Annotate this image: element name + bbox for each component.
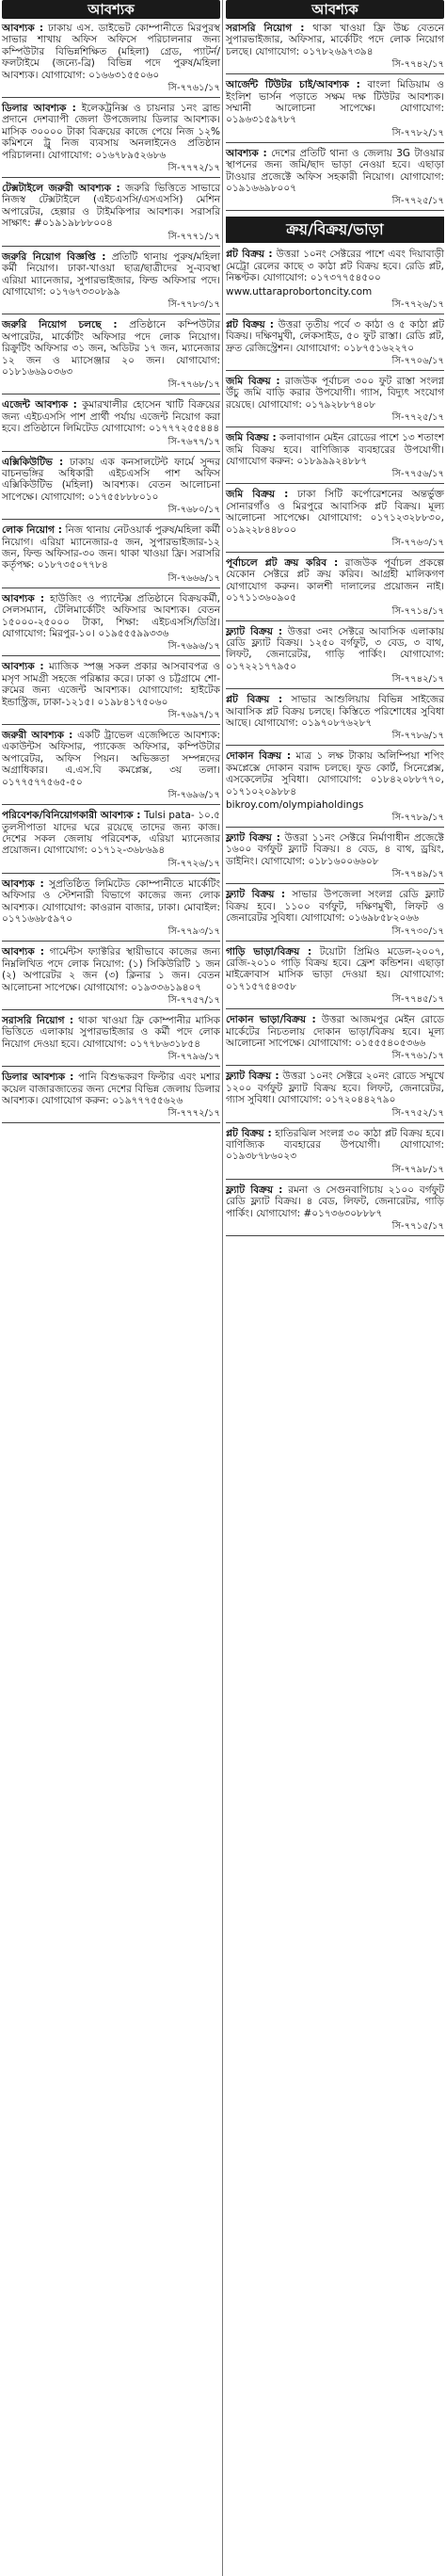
ad-body: রমনা ও সেগুনবাগিচায় ২১০০ বর্গফুট রেডি ফ্ল্যাট বিক্রয়। ৪ বেড, লিফট, জেনারেটর, গাড়ি পার্কিং। যোগাযোগ: #০১৭৩৬৩০৮৮৮৭: [226, 1183, 444, 1219]
classified-ad: [226, 1184, 444, 1236]
ad-body: ম্যাজিক স্পঞ্জ সকল প্রকার আসবাবপত্র ও মসৃণ সামগ্রী সহজে পরিষ্কার করে। ঢাকা ও চট্টগ্রামে শো-রুমের জন্য এজেন্ট আবশ্যক। যোগাযোগ: হাইটেক ইন্ডাস্ট্রিজ, ঢাকা-১২১৫। ০১৯৮৪১৭৫০৬০: [2, 661, 220, 708]
classified-ad: [2, 319, 220, 394]
ad-separator: [226, 1122, 444, 1123]
ad-title: আর্জেন্ট টিউটর চাই/আবশ্যক :: [226, 79, 360, 91]
ad-reference: সি-৭৭৫২/১৭: [391, 1107, 444, 1119]
sale-ads-list: [226, 249, 444, 1236]
right-section-header: আবশ্যক: [226, 0, 444, 19]
ad-separator: [2, 1009, 220, 1010]
ad-body: বাংলা মিডিয়াম ও ইংলিশ ভার্সন পড়াতে সক্ষম দক্ষ টিউটর আবশ্যক। সম্মানী আলোচনা সাপেক্ষে। যোগাযোগ: ০১৯৬৩১৫৯৭৮৭: [226, 79, 444, 126]
ad-body: উত্তরা ১১নং সেক্টরে নির্মাণাধীন প্রজেক্টে ১৬০০ বর্গফুট ফ্ল্যাট বিক্রয়। ৪ বেড, ৪ বাথ, ড্রয়িং, ডাইনিং। যোগাযোগ: ০১৮১৬০০৬৬০৮: [226, 832, 444, 867]
ad-body: টয়োটা প্রিমিও মডেল-২০০৭, রেজি-২০১০ গাড়ি বিক্রয় হবে। ফ্রেশ কন্ডিশন। এছাড়া মাইক্রোবাস মাসিক ভাড়া দেওয়া হয়। যোগাযোগ: ০১৭১৫৭৫৪৩৫৮: [226, 945, 444, 992]
classified-ad: [226, 889, 444, 941]
ad-text: [226, 1184, 444, 1219]
ad-reference: সি-৭৭৪২/১৭: [391, 674, 444, 685]
classified-ad: [226, 432, 444, 484]
classified-ad: [2, 399, 220, 451]
ad-text: [226, 694, 444, 729]
classified-ad: [2, 23, 220, 98]
ad-reference: সি-৭৭৯৩/১৭: [167, 926, 220, 938]
ad-separator: [2, 1066, 220, 1067]
ad-title: ফ্ল্যাট বিক্রয় :: [226, 1183, 283, 1196]
ad-separator: [226, 827, 444, 828]
classified-ad: [226, 750, 444, 828]
classified-ad: [226, 694, 444, 746]
ad-separator: [226, 941, 444, 942]
ad-text: [2, 946, 220, 993]
ad-title: আবশ্যক :: [2, 877, 44, 890]
ad-title: প্লট বিক্রয় :: [226, 1127, 272, 1139]
ad-separator: [2, 873, 220, 874]
ad-separator: [226, 883, 444, 884]
ad-text: [226, 946, 444, 993]
ad-title: ফ্ল্যাট বিক্রয় :: [226, 625, 283, 637]
classified-ad: [226, 1071, 444, 1122]
ad-reference: সি-৭৬৬৬/১৭: [167, 572, 220, 584]
ad-title: জরুরি নিয়োগ চলছে :: [2, 319, 118, 331]
ad-body: মাত্র ১ লক্ষ টাকায় অলিম্পিয়া শপিং কমপ্লেক্সে দোকান বরাদ্দ চলছে। ফুড কোর্ট, সিনেপ্লেক্স, এসকেলেটর সুবিধা। যোগাযোগ: ০১৮৪২০৮৮৭৭০, ০১৭১০২০৯৮৮৪: [226, 750, 444, 797]
ad-text: [226, 557, 444, 604]
classified-ad: [226, 376, 444, 427]
ad-separator: [226, 1065, 444, 1066]
ad-reference: সি-৭৭৭২/১৭: [167, 1108, 220, 1119]
ad-body: হাতিরঝিল সংলগ্ন ৩০ কাঠা প্লট বিক্রয় হবে। বাণিজ্যিক ব্যবহারের উপযোগী। যোগাযোগ: ০১৯৩৮৭৮৬০২৩: [226, 1127, 444, 1163]
ad-body: দেশের প্রতিটি থানা ও জেলায় 3G টাওয়ার স্থাপনের জন্য জমি/ছাদ ভাড়া নেওয়া হবে। এছাড়া টাওয়ার প্রজেক্টে অফিস সহকারী নিয়োগ। যোগাযোগ: ০১৯১৬৬৯৮০০৭: [226, 147, 444, 195]
ad-title: লোক নিয়োগ :: [2, 524, 62, 537]
classified-ad: [2, 593, 220, 657]
ad-separator: [2, 804, 220, 805]
ad-separator: [2, 246, 220, 247]
classified-ad: [226, 249, 444, 314]
classified-ad: [2, 251, 220, 315]
ad-title: জরুরি নিয়োগ বিজ্ঞপ্তি :: [2, 250, 106, 263]
classified-ad: [2, 524, 220, 588]
ad-title: প্লট বিক্রয় :: [226, 694, 283, 706]
ad-body: রাজউক পূর্বাচল ৩০০ ফুট রাস্তা সংলগ্ন উঁচু জমি বাড়ি করার উপযোগী। গ্যাস, বিদ্যুৎ সংযোগ রয়েছে। যোগাযোগ: ০১৭৯২৮৮৭৪০৮: [226, 375, 444, 411]
ad-text: [226, 1128, 444, 1163]
ad-reference: সি-৭৭৮৬/১৭: [391, 731, 444, 742]
ad-body: পানি বিশুদ্ধকরণ ফিল্টার এবং মশার কয়েল বাজারজাতের জন্য দেশের বিভিন্ন জেলায় ডিলার আবশ্যক। যোগাযোগ করুন: ০১৯৭৭৭৫৫৬২৬: [2, 1071, 221, 1106]
ad-text: [2, 251, 220, 298]
ad-body: উত্তরা আজমপুর মেইন রোডে মার্কেটের নিচতলায় দোকান ভাড়া/বিক্রয় হবে। মূল্য আলোচনা সাপেক্ষে। যোগাযোগ: ০১৫৫৫৪০৫৩৬৬: [226, 1014, 445, 1049]
ad-reference: সি-৭৭৮৯/১৭: [391, 813, 444, 824]
ad-body: Tulsi pata- ১০.৫ তুলসীপাতা যাদের ঘরে রয়েছে তাদের জন্য কাজ। দেশের সকল জেলায় পরিবেশক, এরিয়া ম্যানেজার প্রয়োজন। যোগাযোগ: ০১৭১২-৩৬৮৬৯৪: [2, 810, 220, 857]
ad-body: প্রতিটি থানায় পুরুষ/মহিলা কর্মী নিয়োগ। ঢাকা-খাওয়া ছাত্র/ছাত্রীদের সু-ব্যবস্থা এরিয়া ম্যানেজার, সুপারভাইজার, ফিল্ড অফিসার পদে। যোগাযোগ: ০১৭৬৭৩৩০৮৯৯: [2, 250, 220, 298]
ad-reference: সি-৭৭০৬/১৭: [391, 355, 444, 366]
ad-separator: [2, 451, 220, 452]
ad-title: ফ্ল্যাট বিক্রয় :: [226, 1071, 279, 1083]
classified-ad: [226, 832, 444, 884]
ad-title: আবশ্যক :: [2, 23, 44, 34]
ad-reference: সি-৭৬৯৭/১৭: [167, 710, 220, 721]
classified-ad: [226, 1014, 444, 1066]
ad-title: এক্সিকিউটিভ :: [2, 456, 64, 468]
ad-body: উত্তরা ১০নং সেক্টরে ২০নং রোডে সম্মুখে ১২০০ বর্গফুট ফ্ল্যাট বিক্রয় হবে। লিফট, জেনারেটর, গ্যাস সুবিধা। যোগাযোগ: ০১৭২০৪৪২৭৯০: [226, 1071, 444, 1106]
ad-body: কলাবাগান মেইন রোডের পাশে ১৩ শতাংশ জমি বিক্রয় হবে। বাণিজ্যিক ব্যবহারের উপযোগী। যোগাযোগ করুন: ০১৮৯৯৯২৪৮৮৭: [226, 432, 444, 467]
ad-reference: সি-৭৭২৬/১৭: [391, 298, 444, 310]
ad-reference: সি-৭৭৯৮/১৭: [391, 1164, 444, 1175]
ad-reference: সি-৭৭২৬/১৭: [167, 858, 220, 869]
ad-title: টেক্সটাইলে জরুরী আবশ্যক :: [2, 183, 120, 195]
ad-title: ডিলার আবশ্যক :: [2, 103, 76, 115]
ad-text: [226, 832, 444, 867]
ad-title: ফ্ল্যাট বিক্রয় :: [226, 889, 286, 901]
ad-title: পরিবেশক/বিনিয়োগকারী আবশ্যক :: [2, 810, 141, 822]
ad-title: সরাসরি নিয়োগ :: [226, 23, 305, 34]
ad-separator: [226, 620, 444, 621]
ad-separator: [226, 142, 444, 143]
classified-ad: [226, 557, 444, 621]
classified-ad: [226, 319, 444, 371]
ad-title: প্লট বিক্রয় :: [226, 249, 273, 261]
right-ads-list: [226, 23, 444, 211]
ad-separator: [226, 552, 444, 553]
ad-title: দোকান ভাড়া/বিক্রয় :: [226, 1014, 316, 1026]
ad-reference: সি-৭৭৯৬/১৭: [167, 1052, 220, 1063]
ad-body: হাউজিং ও প্যান্টেক্স প্রতিষ্ঠানে বিক্রয়কর্মী, সেলসম্যান, টেলিমার্কেটিং অফিসার আবশ্যক। বেতন ১৫০০০-২৫০০০ টাকা, শিক্ষা: এইচএসসি/ডিগ্রি। যোগাযোগ: মিরপুর-১০। ০১৯৫৫৫৯৯৩৩৬: [2, 592, 220, 640]
ad-body: গার্মেন্টস ফ্যাক্টরির স্থায়ীভাবে কাজের জন্য নিম্নলিখিত পদে লোক নিয়োগ: (১) সিকিউরিটি ১ জন (২) অপারেটর ২ জন (৩) ক্লিনার ১ জন। বেতন আলোচনা সাপেক্ষে। যোগাযোগ: ০১৯৩৩৬১৯৪০৭: [2, 946, 220, 993]
ad-separator: [226, 73, 444, 74]
ad-title: জরুরী আবশ্যক :: [2, 730, 73, 742]
classified-ad: [226, 148, 444, 212]
ad-title: এজেন্ট আবশ্যক :: [2, 399, 77, 411]
ad-reference: সি-৭৭৮৩/১৭: [167, 299, 220, 311]
ad-text: [226, 319, 444, 354]
ad-text: [2, 878, 220, 926]
classified-ad: [2, 103, 220, 178]
ad-text: [226, 489, 444, 536]
ad-separator: [2, 724, 220, 725]
ad-text: [226, 23, 444, 57]
ad-reference: সি-৭৬৯৬/১৭: [167, 790, 220, 801]
classified-ad: [226, 489, 444, 553]
ad-reference: সি-৭৬৭৭/১৭: [167, 436, 220, 447]
classified-ad: [226, 626, 444, 690]
ad-url: bikroy.com/olympiaholdings: [226, 799, 364, 812]
ad-separator: [226, 745, 444, 746]
ad-text: [2, 457, 220, 504]
ad-title: আবশ্যক :: [226, 147, 267, 159]
ad-body: নিজ থানায় নেটওয়ার্ক পুরুষ/মহিলা কর্মী নিয়োগ। এরিয়া ম্যানেজার-৫ জন, সুপারভাইজার-১২ জন, ফিল্ড অফিসার-৩০ জন। থাকা খাওয়া ফ্রি। সরাসরি কর্তৃপক্ষ: ০১৮৭৩৫০৭৭৮৪: [2, 524, 220, 572]
left-section-header: আবশ্যক: [2, 0, 220, 19]
ad-text: [2, 1071, 220, 1106]
classified-ad: [226, 23, 444, 74]
ad-reference: সি-৭৭৫৬/১৭: [391, 469, 444, 480]
ad-reference: সি-৭৭১৫/১৭: [391, 1221, 444, 1232]
ad-separator: [2, 97, 220, 98]
ad-separator: [2, 655, 220, 656]
ad-separator: [226, 1008, 444, 1009]
ad-reference: সি-৭৭২৫/১৭: [391, 412, 444, 424]
ad-title: জমি বিক্রয় :: [226, 489, 289, 501]
classified-ad: [2, 946, 220, 1010]
ad-separator: [226, 210, 444, 211]
ad-text: [2, 730, 220, 788]
ad-separator: [226, 688, 444, 689]
ad-separator: [2, 1122, 220, 1123]
ad-text: [226, 432, 444, 467]
ad-title: গাড়ি ভাড়া/বিক্রয় :: [226, 945, 312, 958]
ad-title: জমি বিক্রয় :: [226, 375, 280, 387]
ad-title: ডিলার আবশ্যক :: [2, 1071, 74, 1084]
ad-reference: সি-৭৭৬১/১৭: [167, 83, 220, 94]
ad-text: [226, 148, 444, 195]
ad-text: [226, 1071, 444, 1105]
ad-text: [226, 376, 444, 411]
ad-reference: সি-৭৬৯৬/১৭: [167, 641, 220, 652]
left-ads-list: [2, 23, 220, 1123]
ad-body: কুমারখালীর হোসেন খাটি বিক্রয়ের জন্য এইচএসসি পাশ প্রার্থী পর্যায় এজেন্ট নিয়োগ করা হবে। প্রতিষ্ঠানে লিমিটেড যোগাযোগ: ০১৭৭৭২৫৫৪৪৪: [2, 399, 220, 435]
ad-text: [226, 249, 444, 283]
ad-separator: [226, 483, 444, 484]
ad-title: আবশ্যক :: [2, 946, 44, 958]
ad-title: প্লট বিক্রয় :: [226, 318, 274, 330]
ad-separator: [2, 941, 220, 942]
classified-ad: [2, 457, 220, 521]
sale-section-title: ক্রয়/বিক্রয়/ভাড়া: [226, 217, 444, 243]
classified-ad: [2, 661, 220, 725]
ad-reference: সি-৭৭৬১/১৭: [391, 1051, 444, 1062]
classified-ad: [2, 810, 220, 874]
ad-text: [226, 889, 444, 924]
ad-body: একটি ট্রাভেল এজেন্সিতে আবশ্যক: একাউন্টস অফিসার, প্যাকেজ অফিসার, কম্পিউটার অপারেটর, অফিস পিয়ন। অভিজ্ঞতা সম্পন্নদের অগ্রাধিকার। এ.এস.বি কমপ্লেক্স, ৩য় তলা। ০১৭৭৫৭৭৫৬৫-৫০: [2, 730, 220, 788]
ad-reference: সি-৭৭৪৫/১৭: [391, 994, 444, 1006]
ad-body: রাজউক পূর্বাচল প্রকল্পে যেকোন সেক্টরে প্লট ক্রয় করিব। আগ্রহী মালিকগণ যোগাযোগ করুন। কালশী দালালের প্রয়োজন নাই। ০১৭১১৩৬০৯০৫: [226, 556, 444, 604]
ad-reference: সি-৭৭৪২/১৭: [391, 59, 444, 71]
ad-title: ফ্ল্যাট বিক্রয় :: [226, 832, 280, 845]
ad-text: [2, 661, 220, 708]
ad-body: থাকা খাওয়া ফ্রি কোম্পানীর মাসিক ভিত্তিতে এলাকায় সুপারভাইজার ও কর্মী পদে লোক নিয়োগ দেওয়া হবে। যোগাযোগ: ০১৭৭৮৬৩১৮৫৪: [2, 1014, 220, 1050]
ad-body: উত্তরা ৩নং সেক্টরে আবাসিক এলাকায় রেডি ফ্ল্যাট বিক্রয়। ১২৫০ বর্গফুট, ৩ বেড, ৩ বাথ, লিফট, জেনারেটর, গাড়ি পার্কিং। যোগাযোগ: ০১৭২২১৭৭৯৫০: [226, 625, 444, 672]
classified-ad: [226, 79, 444, 143]
ad-text: [226, 1014, 444, 1049]
ad-text: [2, 593, 220, 640]
ad-body: ঢাকায় এস. ডাইভেট কোম্পানীতে মিরপুরস্থ সাভার শাখায় অফিস অফিসে পরিচালনার জন্য কম্পিউটার বিভিন্নশিক্ষিত (মহিলা) গ্রেড, প্যাটর্ন/ফলটাইমে (জন্যে-ব্রি) বিভিন্ন পদে পুরুষ/মহিলা আবশ্যক। যোগাযোগ: ০১৬৬৩১৫৫০৬০: [2, 23, 220, 81]
ad-separator: [226, 370, 444, 371]
ad-body: সাভার আশুলিয়ায় বিভিন্ন সাইজের আবাসিক প্লট বিক্রয় চলছে। কিস্তিতে পরিশোধের সুবিধা আছে। যোগাযোগ: ০১৯৭০৮৭৬২৮৭: [226, 694, 445, 730]
ad-body: ঢাকায় এক কনসালটেন্ট ফার্মে সুন্দর বাচনভঙ্গির অধিকারী এইচএসসি পাশ অফিস এক্সিকিউটিভ (মহিলা) আবশ্যক। বেতন আলোচনা সাপেক্ষে। যোগাযোগ: ০১৭৫৫৮৮৮০১০: [2, 456, 221, 503]
ad-reference: সি-৭৭৮২/১৭: [391, 127, 444, 138]
ad-text: [226, 626, 444, 673]
ad-reference: সি-৭৭৪৯/১৭: [391, 869, 444, 880]
ad-reference: সি-৭৭৬৮/১৭: [167, 379, 220, 391]
left-column: [2, 0, 220, 2576]
ad-separator: [2, 177, 220, 178]
classified-ad: [2, 878, 220, 942]
column-divider: [222, 0, 223, 2576]
ad-reference: সি-৭৭৬৩/১৭: [391, 537, 444, 548]
ad-body: সুপ্রতিষ্ঠিত লিমিটেড কোম্পানীতে মার্কেটিং অফিসার ও স্টেশনারী বিভাগে কাজের জন্য লোক আবশ্যক। যোগাযোগ: কাওরান বাজার, ঢাকা। মোবাইল: ০১৭১৬৬৮৫৯৭০: [2, 877, 220, 925]
ad-text: [2, 524, 220, 572]
ad-title: সরাসরি নিয়োগ :: [2, 1014, 74, 1026]
ad-text: [2, 1015, 220, 1050]
ad-reference: সি-৭৭৭২/১৭: [167, 163, 220, 174]
right-column: [226, 0, 444, 2576]
ad-reference: সি-৭৭৭১/১৭: [167, 231, 220, 242]
ad-title: জমি বিক্রয় :: [226, 432, 277, 444]
classified-ad: [226, 1128, 444, 1180]
ad-text: [226, 750, 444, 797]
ad-text: [2, 183, 220, 230]
ad-title: আবশ্যক :: [2, 661, 44, 673]
ad-separator: [226, 1179, 444, 1180]
ad-title: দোকান বিক্রয় :: [226, 750, 292, 763]
ad-body: থাকা খাওয়া ফ্রি উচ্চ বেতনে সুপারভাইজার, অফিসার, মার্কেটিং পদে লোক নিয়োগ চলছে। যোগাযোগ: ০১৭৮২৬৯৭৩৯৪: [226, 23, 444, 57]
ad-title: আবশ্যক :: [2, 592, 45, 604]
ad-text: [226, 79, 444, 126]
classified-ad: [2, 183, 220, 247]
classified-ad: [2, 730, 220, 805]
ad-reference: সি-৭৭২৫/১৭: [391, 196, 444, 207]
ad-separator: [226, 1235, 444, 1236]
ad-body: উত্তরা তৃতীয় পর্বে ৩ কাঠা ও ৫ কাঠা প্লট বিক্রয়। দক্ষিণমুখী, লেকসাইড, ৫০ ফুট রাস্তা। রেডি প্লট, দ্রুত রেজিস্ট্রেশন। যোগাযোগ: ০১৮৭৫১৬২২৭০: [226, 318, 445, 354]
ad-text: [2, 319, 220, 378]
ad-body: ঢাকা সিটি কর্পোরেশনের অন্তর্ভুক্ত সোনারগাঁও ও মিরপুরে আবাসিক প্লট বিক্রয়। মূল্য আলোচনা সাপেক্ষে। যোগাযোগ: ০১৭১২৩২৮৮৩০, ০১৯২২৮৪৪৮০০: [226, 489, 444, 536]
classified-ad: [226, 946, 444, 1010]
ad-reference: সি-৭৬৮০/১৭: [167, 505, 220, 516]
classified-ad: [2, 1015, 220, 1067]
ad-reference: সি-৭৭১৪/১৭: [391, 605, 444, 617]
ad-title: পূর্বাচলে প্লট ক্রয় করিব :: [226, 556, 339, 569]
classified-ad: [2, 1071, 220, 1123]
ad-text: [2, 810, 220, 857]
ad-text: [2, 23, 220, 81]
ad-body: প্রতিষ্ঠানে কম্পিউটার অপারেটর, মার্কেটিং অফিসার পদে লোক নিয়োগ। রিক্রুটিং অফিসার ৩১ জন, অডিটর ১৭ জন, ম্যানেজার ১২ জন ও ম্যাসেঞ্জার ২০ জন। যোগাযোগ: ০১৮১৬৬৯০৩৬৩: [2, 319, 221, 378]
ad-body: সাভার উপজেলা সংলগ্ন রেডি ফ্ল্যাট বিক্রয় হবে। ১১০০ বর্গফুট, দক্ষিণমুখী, লিফট ও জেনারেটর সুবিধা। যোগাযোগ: ০১৬৯৮৫৮২০৬৬: [226, 889, 444, 925]
ad-body: ইলেকট্রনিক্স ও চায়নার ১নং ব্রান্ড প্রদানে দেশব্যাপী জেলা উপজেলায় ডিলার আবশ্যক। মাসিক ৩০০০০ টাকা বিক্রয়ের কাজে পেয়ে নিজ ১২% কমিশনে ট্রু নিজ ব্যবসায় অনলাইনেও প্রতিষ্ঠান পরিচালনা। যোগাযোগ: ০১৬৭৮৯৫২৬৮৬: [2, 103, 221, 161]
ad-text: [2, 103, 220, 161]
ad-body: জরুরি ভিত্তিতে সাভারে নিজস্ব টেক্সটাইলে (এইচএসসি/এসএসসি) মেশিন অপারেটর, হেল্পার ও টাইমকিপার আবশ্যক। সরাসরি সাক্ষাৎ: #০১৯১৯৮৮৮০০৪: [2, 183, 221, 230]
ad-text: [2, 399, 220, 434]
ad-reference: সি-৭৭৩০/১৭: [391, 926, 444, 937]
ad-separator: [2, 519, 220, 520]
ad-body: উত্তরা ১০নং সেক্টরের পাশে এবং দিয়াবাড়ী মেট্রো রেলের কাছে ৩ কাঠা প্লট বিক্রয় হবে। রেডি প্লট, নিষ্কণ্টক। যোগাযোগ: ০১৭৩৭৭৫৪৫০০: [226, 249, 444, 284]
ad-url: www.uttaraprobortoncity.com: [226, 285, 373, 298]
ad-reference: সি-৭৭৫৭/১৭: [167, 994, 220, 1006]
